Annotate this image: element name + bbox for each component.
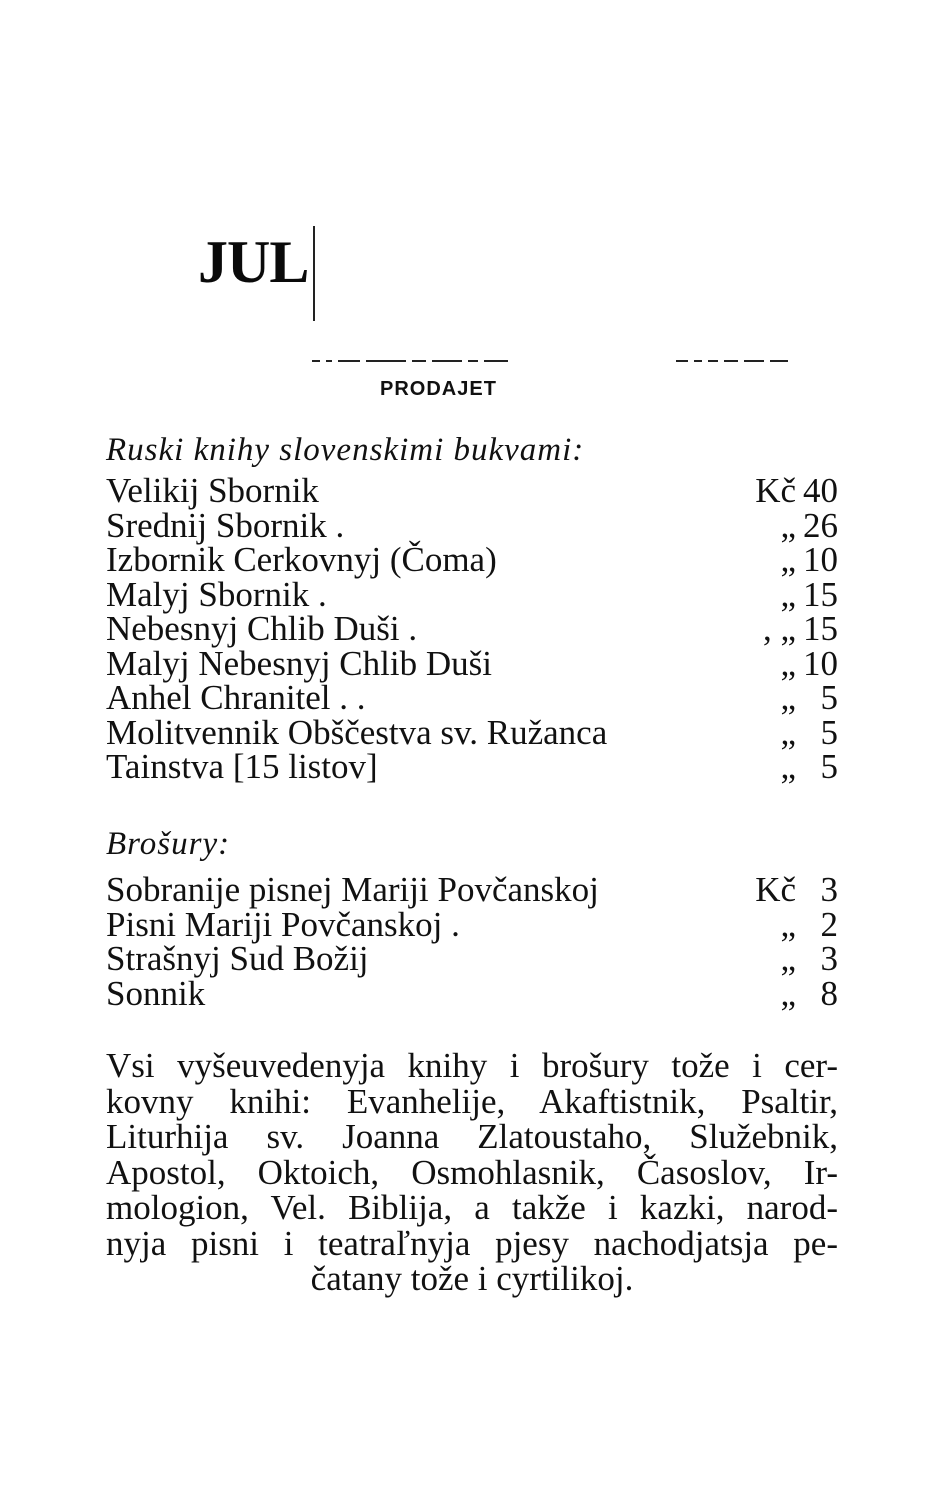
- item-currency: „: [780, 973, 796, 1013]
- paragraph-line: Apostol, Oktoich, Osmohlasnik, Časoslov, Ir-: [106, 1152, 838, 1192]
- book-price-list: [106, 471, 838, 786]
- paragraph-line: Liturhija sv. Joanna Zlatoustaho, Služebnik,: [106, 1117, 838, 1156]
- printed-ornament-left: [312, 352, 612, 370]
- list-item: [106, 643, 838, 683]
- item-currency: „: [780, 904, 796, 944]
- item-price: 3: [820, 870, 838, 909]
- item-name: Strašnyj Sud Božij: [106, 939, 369, 978]
- paragraph-line: čatany tože i cyrtilikoj.: [310, 1259, 634, 1298]
- list-item: [106, 471, 838, 510]
- list-item: [106, 574, 838, 614]
- list-item: [106, 939, 838, 978]
- item-name: Srednij Sbornik .: [106, 505, 345, 545]
- list-item: [106, 712, 838, 752]
- item-currency: „: [780, 712, 796, 752]
- item-currency: „: [780, 678, 796, 717]
- item-name: Malyj Nebesnyj Chlib Duši: [106, 643, 492, 683]
- item-price: 26: [803, 505, 838, 545]
- item-price: 3: [820, 939, 838, 978]
- list-item: [106, 609, 838, 648]
- item-price: 5: [820, 678, 838, 717]
- printed-ornament-right: [676, 352, 844, 370]
- item-currency: Kč: [755, 870, 796, 909]
- list-item: [106, 904, 838, 944]
- list-item: [106, 505, 838, 545]
- brochure-price-list: [106, 870, 838, 1013]
- banner-heading: PRODAJET: [380, 378, 497, 400]
- list-item: [106, 678, 838, 717]
- item-currency: „: [780, 574, 796, 614]
- vertical-rule: [313, 226, 315, 321]
- section-title-brochures: Brošury:: [106, 826, 231, 862]
- paragraph-line: kovny knihi: Evanhelije, Akaftistnik, Psaltir,: [106, 1081, 838, 1121]
- item-name: Malyj Sbornik .: [106, 574, 327, 614]
- item-name: Anhel Chranitel . .: [106, 678, 366, 717]
- item-name: Izbornik Cerkovnyj (Čoma): [106, 540, 497, 579]
- paragraph-line: nyja pisni i teatraľnyja pjesy nachodjatsja pe-: [106, 1223, 838, 1263]
- item-currency: „: [780, 747, 796, 786]
- item-price: 2: [820, 904, 838, 944]
- item-price: 5: [820, 712, 838, 752]
- item-name: Sobranije pisnej Mariji Povčanskoj: [106, 870, 599, 909]
- list-item: [106, 870, 838, 909]
- paragraph-line: Vsi vyšeuvedenyja knihy i brošury tože i cer-: [106, 1046, 838, 1085]
- item-currency: „: [780, 643, 796, 683]
- item-name: Velikij Sbornik: [106, 471, 319, 510]
- item-price: 15: [803, 609, 838, 648]
- paragraph-line: mologion, Vel. Biblija, a takže i kazki, narod-: [106, 1188, 838, 1227]
- item-name: Molitvennik Obščestva sv. Ružanca: [106, 712, 608, 752]
- list-item: [106, 747, 838, 786]
- item-price: 5: [820, 747, 838, 786]
- jul-mark: JUL: [198, 229, 309, 295]
- item-price: 40: [803, 471, 838, 510]
- item-name: Tainstva [15 listov]: [106, 747, 378, 786]
- section-title-books: Ruski knihy slovenskimi bukvami:: [106, 432, 585, 468]
- list-item: [106, 540, 838, 579]
- item-currency: „: [780, 540, 796, 579]
- item-price: 10: [803, 540, 838, 579]
- item-price: 8: [820, 973, 838, 1013]
- item-currency: „: [780, 939, 796, 978]
- item-price: 10: [803, 643, 838, 683]
- list-item: [106, 973, 838, 1013]
- closing-paragraph: [106, 1048, 838, 1297]
- item-currency: „: [780, 505, 796, 545]
- item-name: Sonnik: [106, 973, 206, 1013]
- item-name: Pisni Mariji Povčanskoj .: [106, 904, 460, 944]
- item-name: Nebesnyj Chlib Duši .: [106, 609, 418, 648]
- item-currency: , „: [762, 609, 796, 648]
- item-currency: Kč: [755, 471, 796, 510]
- item-price: 15: [803, 574, 838, 614]
